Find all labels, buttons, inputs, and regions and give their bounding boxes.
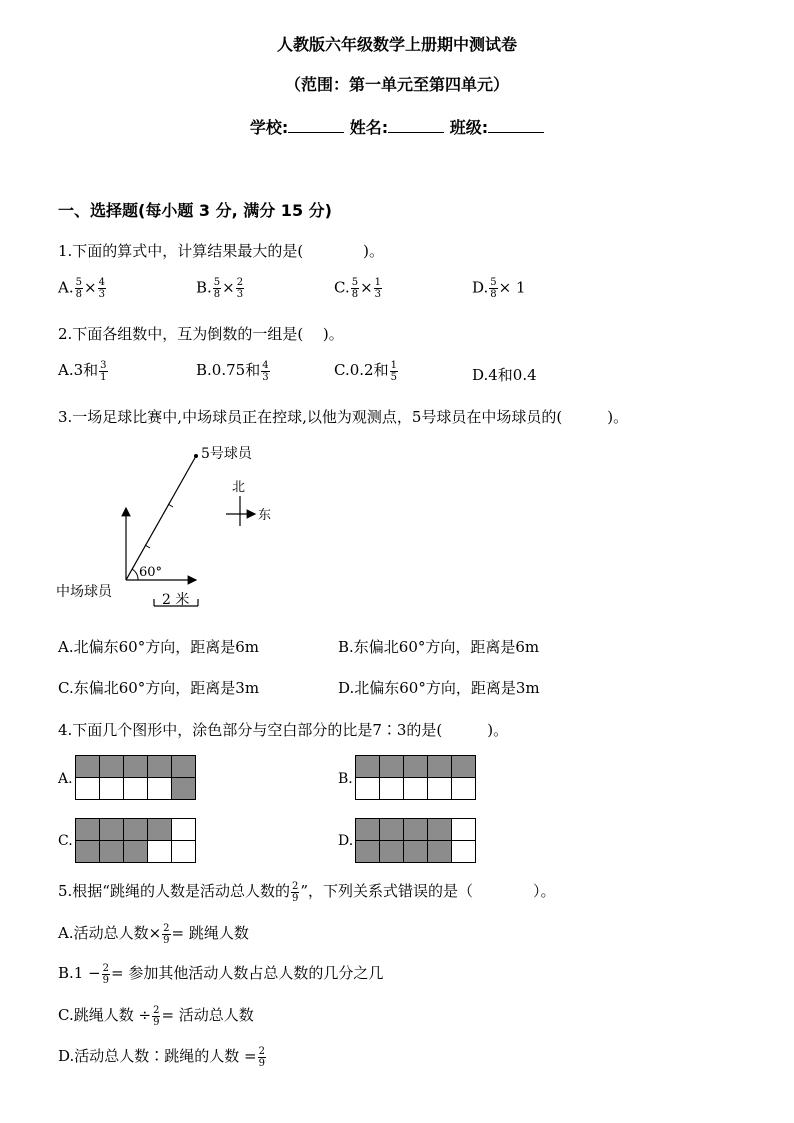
q5-option-a[interactable]	[58, 922, 249, 946]
school-blank[interactable]	[288, 118, 344, 133]
question-2-stem: 2.下面各组数中，互为倒数的一组是( )。	[58, 325, 344, 343]
fraction: $\frac{5}{8}$	[351, 277, 359, 300]
option-text: D.活动总人数∶跳绳的人数 =	[58, 1047, 257, 1065]
east-label: 东	[258, 508, 272, 523]
option-text: B.0.75和	[196, 361, 261, 379]
question-5-stem	[58, 880, 556, 904]
class-label: 班级:	[449, 118, 489, 137]
option-text: A.3和	[58, 361, 99, 379]
fraction: $\frac{2}{9}$	[163, 922, 170, 946]
school-label: 学校:	[249, 118, 289, 137]
fraction: $\frac{1}{5}$	[390, 359, 397, 383]
page-subtitle: （范围：第一单元至第四单元）	[284, 75, 509, 94]
q3-option-b[interactable]: B.东偏北60°方向，距离是6m	[338, 638, 540, 656]
option-letter: A.	[58, 278, 74, 297]
operator: ×	[83, 278, 97, 297]
option-text: = 参加其他活动人数占总人数的几分之几	[111, 964, 384, 982]
q2-option-c[interactable]	[334, 359, 399, 383]
option-text: C.0.2和	[334, 361, 389, 379]
option-letter: D.	[472, 278, 489, 297]
fraction: $\frac{2}{9}$	[153, 1004, 160, 1028]
scale-label: 2 米	[162, 592, 190, 608]
question-3-stem: 3.一场足球比赛中,中场球员正在控球,以他为观测点，5号球员在中场球员的( )。	[58, 408, 629, 426]
q4-option-a-label[interactable]: A.	[58, 771, 73, 787]
ray-tick	[145, 545, 150, 548]
q1-option-c[interactable]	[334, 277, 383, 300]
student-info-line	[0, 115, 794, 138]
q3-option-d[interactable]: D.北偏东60°方向，距离是3m	[338, 679, 540, 697]
q3-option-c[interactable]: C.东偏北60°方向，距离是3m	[58, 679, 260, 697]
name-label: 姓名:	[349, 118, 389, 137]
q2-option-d[interactable]: D.4和0.4	[472, 366, 537, 384]
fraction: $\frac{4}{3}$	[98, 277, 105, 300]
fraction: $\frac{2}{9}$	[102, 962, 110, 986]
fraction: $\frac{4}{3}$	[262, 359, 269, 383]
fraction: $\frac{2}{3}$	[236, 277, 244, 300]
fraction: $\frac{2}{9}$	[291, 880, 299, 904]
class-blank[interactable]	[488, 118, 544, 133]
q3-option-a[interactable]: A.北偏东60°方向，距离是6m	[58, 638, 259, 656]
question-1-stem: 1.下面的算式中，计算结果最大的是( )。	[58, 242, 385, 260]
fraction: $\frac{5}{8}$	[213, 277, 221, 300]
q4-option-d-label[interactable]: D.	[338, 833, 354, 849]
option-text: B.1 −	[58, 964, 101, 982]
option-letter: C.	[334, 278, 350, 297]
section-heading: 一、选择题(每小题 3 分, 满分 15 分)	[58, 201, 332, 220]
direction-ray	[126, 456, 196, 580]
q4-option-c-label[interactable]: C.	[58, 833, 73, 849]
fraction: $\frac{3}{1}$	[100, 359, 107, 383]
option-text: A.活动总人数×	[58, 924, 162, 942]
direction-figure	[0, 438, 320, 618]
q4-figure-c[interactable]	[75, 818, 196, 863]
fraction: $\frac{5}{8}$	[75, 277, 82, 300]
angle-arc	[132, 569, 138, 580]
option-text: = 跳绳人数	[171, 924, 249, 942]
option-text: C.跳绳人数 ÷	[58, 1006, 152, 1024]
north-label: 北	[232, 480, 246, 495]
page-title: 人教版六年级数学上册期中测试卷	[276, 35, 517, 54]
fraction: $\frac{2}{9}$	[258, 1045, 265, 1069]
player-5-label: 5号球员	[201, 446, 252, 462]
operator: ×	[222, 278, 235, 297]
operator: ×	[360, 278, 373, 297]
q5-option-c[interactable]	[58, 1004, 254, 1028]
stem-text: 5.根据“跳绳的人数是活动总人数的	[58, 882, 290, 900]
midfielder-label: 中场球员	[56, 584, 112, 600]
q4-figure-a[interactable]	[75, 755, 196, 800]
player-5-point	[194, 454, 198, 458]
ray-tick	[168, 504, 173, 507]
q2-option-a[interactable]	[58, 359, 109, 383]
q5-option-b[interactable]	[58, 962, 383, 986]
q1-option-a[interactable]	[58, 277, 107, 300]
q1-option-b[interactable]	[196, 277, 245, 300]
fraction: $\frac{5}{8}$	[490, 277, 497, 300]
q4-figure-d[interactable]	[355, 818, 476, 863]
name-blank[interactable]	[388, 118, 444, 133]
q4-figure-b[interactable]	[355, 755, 476, 800]
q4-option-b-label[interactable]: B.	[338, 771, 353, 787]
q5-option-d[interactable]	[58, 1045, 267, 1069]
q2-option-b[interactable]	[196, 359, 271, 383]
option-letter: B.	[196, 278, 212, 297]
fraction: $\frac{1}{3}$	[374, 277, 382, 300]
q1-option-d[interactable]	[472, 277, 526, 300]
operator: × 1	[498, 278, 526, 297]
option-text: = 活动总人数	[161, 1006, 254, 1024]
question-4-stem: 4.下面几个图形中，涂色部分与空白部分的比是7∶3的是( )。	[58, 721, 509, 739]
angle-label: 60°	[139, 565, 163, 580]
stem-text: ”，下列关系式错误的是（ ）。	[300, 882, 556, 900]
